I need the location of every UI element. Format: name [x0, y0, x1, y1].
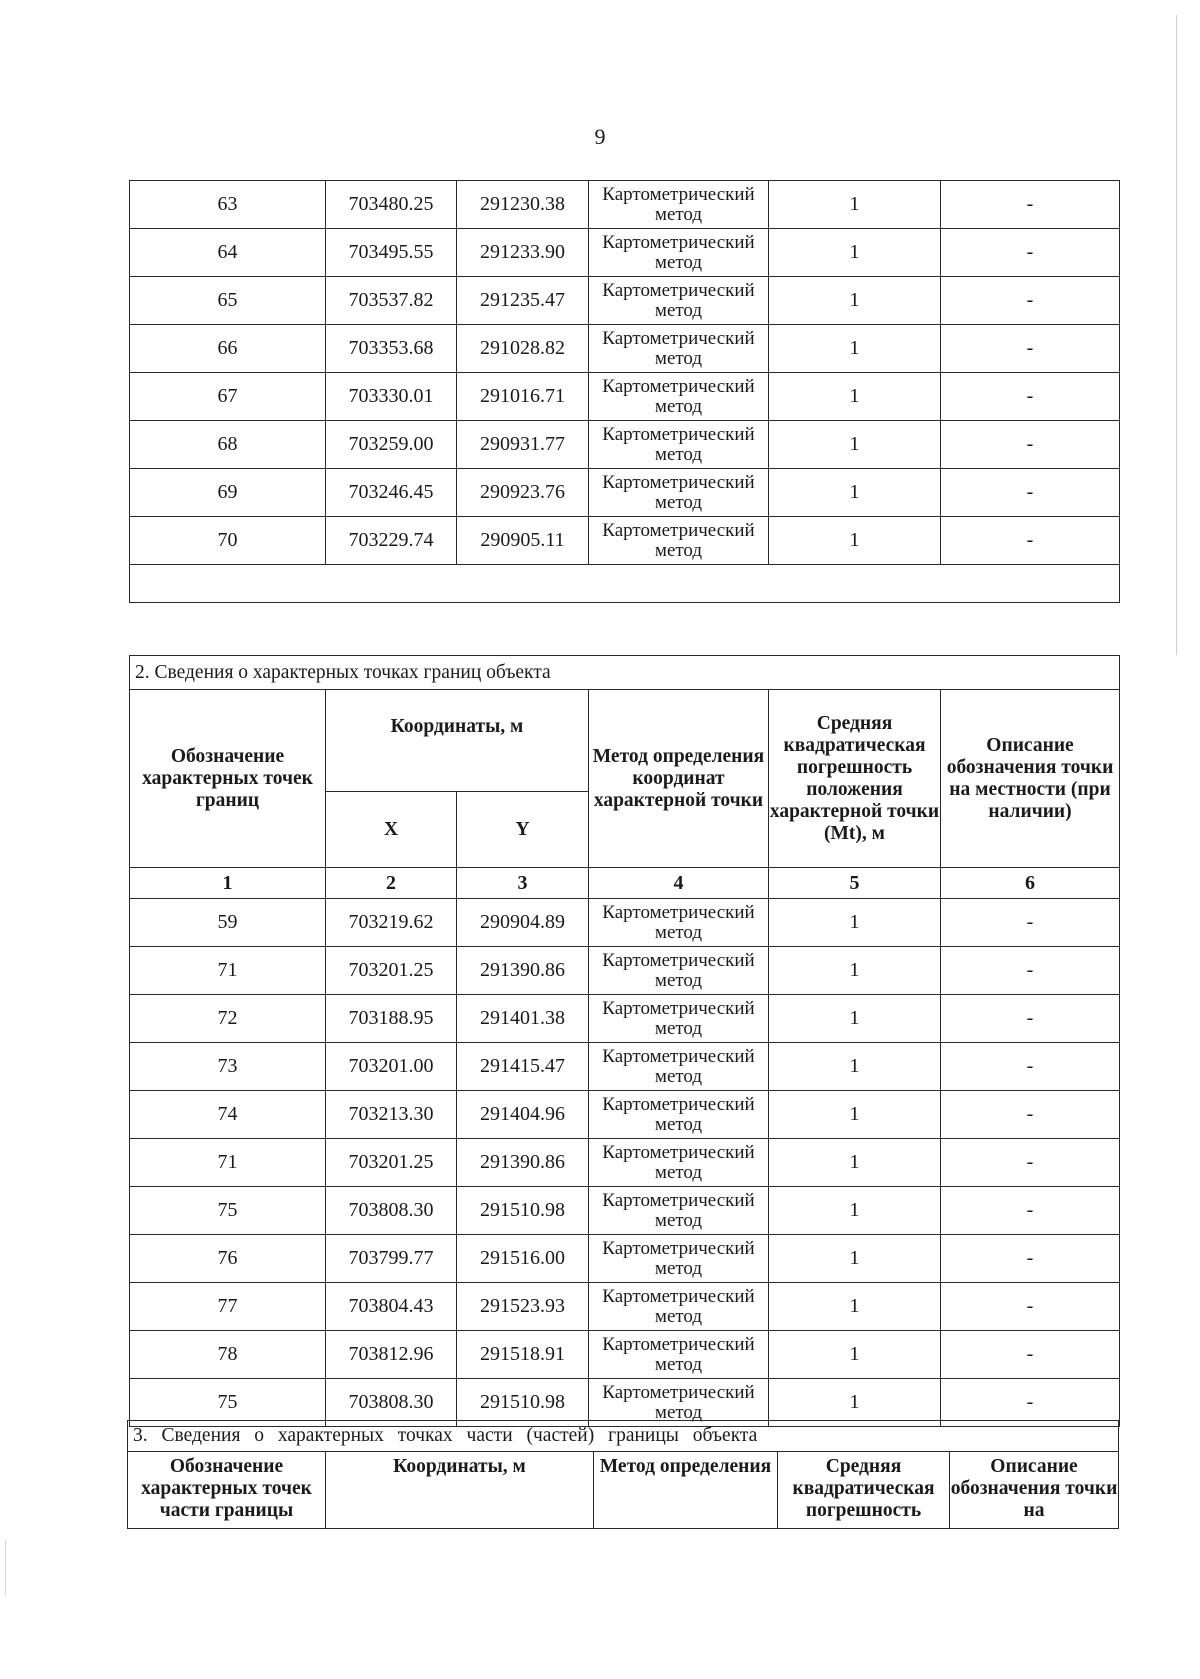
- table-row: [130, 181, 1120, 229]
- table-row: [130, 947, 1120, 995]
- cell-method: Картометрический метод: [589, 373, 769, 421]
- cell-y: 291523.93: [457, 1283, 589, 1331]
- cell-error: 1: [769, 899, 941, 947]
- column-number: 1: [130, 868, 326, 899]
- cell-method: Картометрический метод: [589, 469, 769, 517]
- cell-error: 1: [769, 469, 941, 517]
- cell-point: 69: [130, 469, 326, 517]
- cell-x: 703246.45: [326, 469, 457, 517]
- column-number: 2: [326, 868, 457, 899]
- cell-x: 703201.25: [326, 947, 457, 995]
- cell-y: 291235.47: [457, 277, 589, 325]
- cell-error: 1: [769, 1091, 941, 1139]
- cell-y: 291401.38: [457, 995, 589, 1043]
- cell-point: 75: [130, 1379, 326, 1427]
- section3-title-row: [128, 1421, 1119, 1452]
- cell-x: 703229.74: [326, 517, 457, 565]
- section3-header-description: Описание обозначения точки на: [950, 1452, 1119, 1529]
- cell-method: Картометрический метод: [589, 277, 769, 325]
- table-row: [130, 1283, 1120, 1331]
- column-number: 5: [769, 868, 941, 899]
- cell-error: 1: [769, 517, 941, 565]
- cell-x: 703804.43: [326, 1283, 457, 1331]
- cell-description: -: [941, 899, 1120, 947]
- cell-x: 703799.77: [326, 1235, 457, 1283]
- cell-error: 1: [769, 1235, 941, 1283]
- cell-y: 291233.90: [457, 229, 589, 277]
- cell-point: 68: [130, 421, 326, 469]
- cell-point: 67: [130, 373, 326, 421]
- cell-method: Картометрический метод: [589, 1331, 769, 1379]
- table-row: [130, 899, 1120, 947]
- table-row: [130, 1043, 1120, 1091]
- table-row: [130, 1331, 1120, 1379]
- cell-error: 1: [769, 995, 941, 1043]
- table-row: [130, 1235, 1120, 1283]
- cell-error: 1: [769, 325, 941, 373]
- cell-error: 1: [769, 373, 941, 421]
- cell-method: Картометрический метод: [589, 229, 769, 277]
- cell-error: 1: [769, 947, 941, 995]
- table-row: [130, 325, 1120, 373]
- table-row: [130, 1091, 1120, 1139]
- section3-table: [127, 1420, 1119, 1529]
- cell-method: Картометрический метод: [589, 1139, 769, 1187]
- cell-method: Картометрический метод: [589, 1235, 769, 1283]
- section3-header-designation: Обозначение характерных точек части границы: [128, 1452, 326, 1529]
- blank-cell: [130, 565, 1120, 603]
- cell-method: Картометрический метод: [589, 1379, 769, 1427]
- blank-row: [130, 565, 1120, 603]
- cell-error: 1: [769, 229, 941, 277]
- column-number: 3: [457, 868, 589, 899]
- cell-description: -: [941, 229, 1120, 277]
- cell-x: 703201.00: [326, 1043, 457, 1091]
- cell-x: 703188.95: [326, 995, 457, 1043]
- cell-description: -: [941, 1139, 1120, 1187]
- cell-error: 1: [769, 1043, 941, 1091]
- cell-description: -: [941, 421, 1120, 469]
- cell-point: 70: [130, 517, 326, 565]
- cell-method: Картометрический метод: [589, 947, 769, 995]
- table-row: [130, 229, 1120, 277]
- section2-table: [129, 655, 1120, 1427]
- cell-point: 66: [130, 325, 326, 373]
- cell-point: 72: [130, 995, 326, 1043]
- column-number: 6: [941, 868, 1120, 899]
- column-number: 4: [589, 868, 769, 899]
- cell-x: 703201.25: [326, 1139, 457, 1187]
- cell-point: 77: [130, 1283, 326, 1331]
- section2-title-row: [130, 656, 1120, 690]
- continuation-table-body: [130, 181, 1120, 603]
- cell-point: 74: [130, 1091, 326, 1139]
- cell-point: 73: [130, 1043, 326, 1091]
- header-row: [130, 690, 1120, 792]
- table-row: [130, 517, 1120, 565]
- cell-y: 291230.38: [457, 181, 589, 229]
- cell-x: 703259.00: [326, 421, 457, 469]
- cell-point: 71: [130, 947, 326, 995]
- cell-x: 703213.30: [326, 1091, 457, 1139]
- cell-y: 291390.86: [457, 947, 589, 995]
- section3-header-method: Метод определения: [594, 1452, 778, 1529]
- cell-description: -: [941, 1283, 1120, 1331]
- cell-x: 703353.68: [326, 325, 457, 373]
- page-number: 9: [594, 124, 606, 149]
- cell-x: 703330.01: [326, 373, 457, 421]
- cell-description: -: [941, 947, 1120, 995]
- cell-method: Картометрический метод: [589, 421, 769, 469]
- table-row: [130, 1187, 1120, 1235]
- section2-table-body: [130, 656, 1120, 1427]
- section3-header-row: [128, 1452, 1119, 1529]
- cell-method: Картометрический метод: [589, 995, 769, 1043]
- cell-y: 291390.86: [457, 1139, 589, 1187]
- header-description: Описание обозначения точки на местности (при наличии): [941, 690, 1120, 868]
- header-designation: Обозначение характерных точек границ: [130, 690, 326, 868]
- section2-title: 2. Сведения о характерных точках границ объекта: [130, 656, 1120, 690]
- cell-x: 703812.96: [326, 1331, 457, 1379]
- continuation-table: [129, 180, 1120, 603]
- header-y: Y: [457, 792, 589, 868]
- cell-y: 291510.98: [457, 1379, 589, 1427]
- cell-error: 1: [769, 181, 941, 229]
- cell-description: -: [941, 469, 1120, 517]
- cell-point: 71: [130, 1139, 326, 1187]
- cell-error: 1: [769, 1379, 941, 1427]
- cell-description: -: [941, 517, 1120, 565]
- cell-y: 291028.82: [457, 325, 589, 373]
- table-row: [130, 469, 1120, 517]
- cell-point: 78: [130, 1331, 326, 1379]
- cell-method: Картометрический метод: [589, 1091, 769, 1139]
- cell-y: 291404.96: [457, 1091, 589, 1139]
- cell-description: -: [941, 277, 1120, 325]
- cell-x: 703219.62: [326, 899, 457, 947]
- header-method: Метод определения координат характерной точки: [589, 690, 769, 868]
- cell-description: -: [941, 181, 1120, 229]
- cell-y: 291415.47: [457, 1043, 589, 1091]
- cell-method: Картометрический метод: [589, 181, 769, 229]
- cell-y: 291518.91: [457, 1331, 589, 1379]
- cell-point: 75: [130, 1187, 326, 1235]
- table-row: [130, 995, 1120, 1043]
- scan-edge-mark: [5, 1540, 6, 1595]
- table-row: [130, 1139, 1120, 1187]
- cell-x: 703808.30: [326, 1379, 457, 1427]
- header-error: Средняя квадратическая погрешность положения характерной точки (Mt), м: [769, 690, 941, 868]
- cell-method: Картометрический метод: [589, 899, 769, 947]
- cell-point: 76: [130, 1235, 326, 1283]
- cell-error: 1: [769, 421, 941, 469]
- cell-method: Картометрический метод: [589, 1283, 769, 1331]
- cell-y: 290904.89: [457, 899, 589, 947]
- cell-point: 59: [130, 899, 326, 947]
- cell-description: -: [941, 995, 1120, 1043]
- table-row: [130, 277, 1120, 325]
- cell-description: -: [941, 373, 1120, 421]
- section3-title: 3. Сведения о характерных точках части (частей) границы объекта: [128, 1421, 1119, 1452]
- section3-header-error: Средняя квадратическая погрешность: [778, 1452, 950, 1529]
- cell-description: -: [941, 1379, 1120, 1427]
- scan-edge-line: [1176, 15, 1177, 655]
- table-row: [130, 421, 1120, 469]
- cell-error: 1: [769, 277, 941, 325]
- cell-description: -: [941, 1187, 1120, 1235]
- cell-error: 1: [769, 1187, 941, 1235]
- cell-description: -: [941, 1331, 1120, 1379]
- cell-y: 290931.77: [457, 421, 589, 469]
- table-row: [130, 373, 1120, 421]
- header-coordinates: Координаты, м: [326, 690, 589, 792]
- cell-y: 290923.76: [457, 469, 589, 517]
- cell-description: -: [941, 325, 1120, 373]
- cell-method: Картометрический метод: [589, 1043, 769, 1091]
- column-number-row: [130, 868, 1120, 899]
- cell-error: 1: [769, 1283, 941, 1331]
- cell-x: 703495.55: [326, 229, 457, 277]
- cell-x: 703480.25: [326, 181, 457, 229]
- cell-x: 703808.30: [326, 1187, 457, 1235]
- cell-description: -: [941, 1091, 1120, 1139]
- cell-error: 1: [769, 1331, 941, 1379]
- header-x: X: [326, 792, 457, 868]
- cell-y: 291516.00: [457, 1235, 589, 1283]
- cell-description: -: [941, 1043, 1120, 1091]
- cell-y: 290905.11: [457, 517, 589, 565]
- cell-method: Картометрический метод: [589, 1187, 769, 1235]
- cell-point: 64: [130, 229, 326, 277]
- cell-point: 63: [130, 181, 326, 229]
- cell-error: 1: [769, 1139, 941, 1187]
- cell-y: 291016.71: [457, 373, 589, 421]
- cell-point: 65: [130, 277, 326, 325]
- cell-description: -: [941, 1235, 1120, 1283]
- cell-method: Картометрический метод: [589, 517, 769, 565]
- cell-x: 703537.82: [326, 277, 457, 325]
- cell-y: 291510.98: [457, 1187, 589, 1235]
- cell-method: Картометрический метод: [589, 325, 769, 373]
- section3-header-coordinates: Координаты, м: [326, 1452, 594, 1529]
